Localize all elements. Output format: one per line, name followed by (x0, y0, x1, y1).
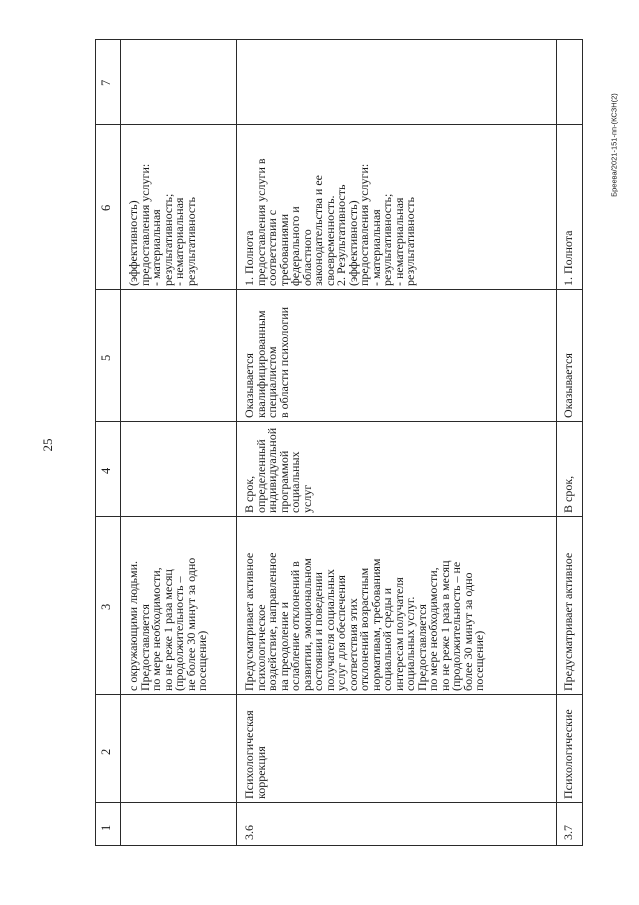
cell-text: Оказывается (561, 353, 575, 418)
header-text: 4 (99, 467, 113, 474)
table-cell (237, 517, 556, 694)
row-number: 3.7 (561, 825, 575, 840)
header-text: 6 (99, 204, 113, 211)
table-cell (237, 803, 556, 845)
table-cell (121, 125, 236, 289)
cell-text: Предусматривает активное психологическое воздействие, направленное на преодоление и ослабление отклонений в развитии, эмоциональном состоянии и поведении получателя социальных услуг для обеспечения соответствия этих отклонений возрастным нормативам, требованиям социальной среды и интересам получателя социальных услуг. Предоставляется по мере необходимости, но не реже 1 раза в месяц (продолжительность – не более 30 минут за одно посещение) (242, 552, 486, 691)
header-text: 1 (99, 824, 113, 831)
table-cell (237, 290, 556, 421)
cell-text: В срок, (561, 475, 575, 513)
table-cell (237, 125, 556, 289)
header-cell (96, 803, 120, 845)
cell-text: Предусматривает активное (561, 552, 575, 691)
table-cell (237, 422, 556, 516)
table-border-right (582, 39, 583, 846)
header-text: 2 (99, 748, 113, 755)
cell-text: с окружающими людьми. Предоставляется по мере необходимости, но не реже 1 раза месяц (продолжительность – не более 30 минут за одно посещение) (126, 557, 209, 691)
table-border-top (557, 39, 583, 40)
document-id-text: Бреева/2021-151-пп-(КСЗН(2) (609, 93, 619, 197)
table-cell (237, 695, 556, 802)
header-cell (96, 40, 120, 124)
table-cell (557, 695, 582, 802)
services-table (95, 39, 557, 846)
cell-text: В срок, определенный индивидуальной программой социальных услуг (242, 427, 314, 513)
header-text: 3 (99, 603, 113, 610)
header-cell (96, 517, 120, 694)
table-cell (557, 422, 582, 516)
cell-text: (эффективность) предоставления услуги: - материальная результативность; - нематериальная результативность (126, 163, 198, 286)
cell-text: Оказывается квалифицированным специалистом в области психологии (242, 306, 291, 418)
table-cell (121, 517, 236, 694)
header-cell (96, 422, 120, 516)
header-text: 5 (99, 354, 113, 361)
header-text: 7 (99, 79, 113, 86)
service-name: Психологические (561, 709, 575, 799)
table-cell (557, 125, 582, 289)
table-cell (557, 290, 582, 421)
document-id (607, 45, 621, 245)
row-3-7-strip (557, 39, 583, 846)
cell-text: 1. Полнота предоставления услуги в соответствии с требованиями федерального и областного законодательства и ее своевременность. 2. Результативность (эффективность) предоставления услуги: - материальная результативность; - нематериальная результативность (242, 158, 417, 286)
table-cell (557, 803, 582, 845)
cell-text: 1. Полнота (561, 230, 575, 286)
row-number: 3.6 (242, 825, 256, 840)
table-cell (557, 517, 582, 694)
header-cell (96, 290, 120, 421)
page-number: 25 (40, 438, 55, 452)
service-name: Психологическая коррекция (242, 710, 268, 799)
header-cell (96, 695, 120, 802)
table-border-bottom (557, 845, 583, 846)
table-border-bottom (95, 845, 557, 846)
table-border-top (95, 39, 557, 40)
header-cell (96, 125, 120, 289)
